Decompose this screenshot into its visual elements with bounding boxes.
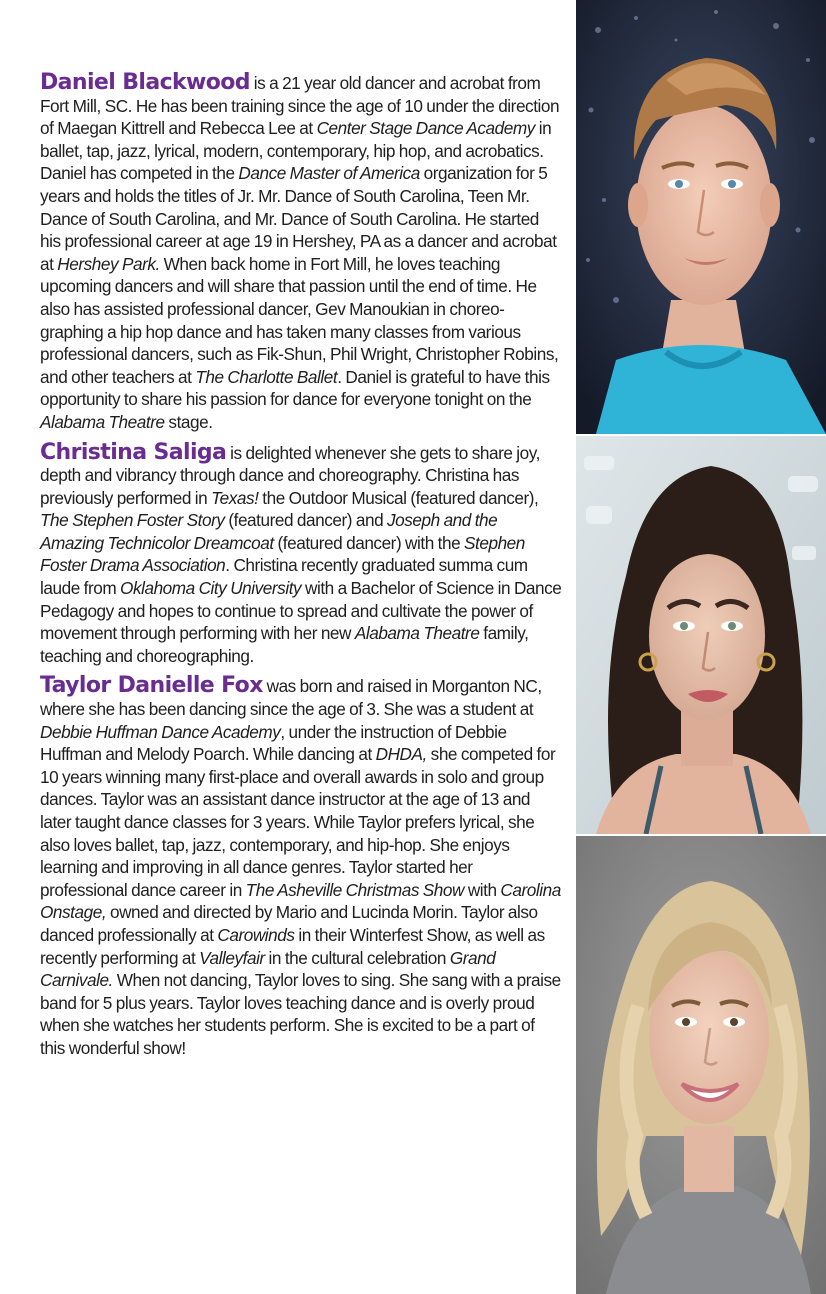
italic-title: Dance Master of America bbox=[238, 163, 420, 184]
italic-title: Carolina Onstage, bbox=[40, 879, 561, 923]
bio-taylor-danielle-fox bbox=[40, 675, 562, 1059]
bio-text-run: was born and raised in Morganton NC, where she has been dancing since the age of 3. She was a student at bbox=[40, 676, 542, 720]
bio-text-run: with a Bachelor of Science in Dance Pedagogy and hopes to continue to spread and cultivate the power of movement through performing with her new bbox=[40, 578, 562, 644]
performer-name: Daniel Blackwood bbox=[40, 70, 250, 95]
italic-title: Alabama Theatre bbox=[354, 623, 480, 644]
bio-text-run: stage. bbox=[164, 411, 213, 432]
bio-text-run: with bbox=[464, 879, 501, 900]
bio-column bbox=[40, 72, 562, 1068]
italic-title: Center Stage Dance Academy bbox=[316, 118, 535, 139]
bio-daniel-blackwood bbox=[40, 72, 562, 434]
performer-name: Christina Saliga bbox=[40, 439, 227, 465]
headshot-daniel-blackwood bbox=[576, 0, 826, 434]
bio-text-run: family, teaching and choreographing. bbox=[40, 623, 529, 666]
italic-title: Alabama Theatre bbox=[40, 411, 165, 432]
bio-text-run: in the cultural celebration bbox=[264, 947, 450, 968]
bio-text-run: she competed for 10 years winning many first-place and overall awards in solo and group dances. Taylor was an assistant dance instructor at the age of 13 and later taught dance classes for 3 years. While Taylor prefers lyrical, she also loves ballet, tap, jazz, contemporary, and hip-hop. She enjoys learning and improving in all dance genres. Taylor started her professional dance career in bbox=[40, 744, 556, 900]
bio-text-run: (featured dancer) and bbox=[224, 510, 388, 531]
italic-title: The Stephen Foster Story bbox=[40, 510, 225, 531]
bio-text-run: the Outdoor Musical (featured dancer), bbox=[258, 487, 539, 508]
bio-text bbox=[40, 443, 561, 666]
bio-text-run: in their Winterfest Show, as well as recently performing at bbox=[40, 924, 545, 968]
italic-title: Debbie Huffman Dance Academy bbox=[40, 721, 281, 742]
bio-text bbox=[40, 73, 559, 432]
italic-title: Joseph and the Amazing Technicolor Dreamcoat bbox=[40, 510, 498, 553]
bio-text-run: When not dancing, Taylor loves to sing. She sang with a praise band for 5 plus years. Taylor loves teaching dance and is overly proud when she watches her students perform. She is excited to be a part of this wonderful show! bbox=[40, 970, 561, 1058]
bio-text-run: When back home in Fort Mill, he loves teaching upcoming dancers and will share that passion until the end of time. He also has assisted professional dancer, Gev Manoukian in choreo-graphing a hip hop dance and has taken many classes from various professional dancers, such as Fik-Shun, Phil Wright, Christopher Robins, and other teachers at bbox=[40, 253, 559, 387]
italic-title: Valleyfair bbox=[199, 947, 265, 968]
italic-title: Stephen Foster Drama Association bbox=[40, 532, 525, 576]
bio-text-run: organization for 5 years and holds the titles of Jr. Mr. Dance of South Carolina, Teen Mr. Dance of South Carolina, and Mr. Dance of South Carolina. He started his professional career at age 19 in Hershey, PA as a dancer and acrobat at bbox=[40, 163, 557, 274]
italic-title: Texas! bbox=[211, 487, 259, 508]
performer-name: Taylor Danielle Fox bbox=[40, 673, 263, 699]
bio-text bbox=[40, 676, 561, 1058]
bio-text-run: in ballet, tap, jazz, lyrical, modern, contemporary, hip hop, and acrobatics. Daniel has competed in the bbox=[40, 118, 552, 184]
bio-text-run: , under the instruction of Debbie Huffman and Melody Poarch. While dancing at bbox=[40, 721, 507, 765]
bio-christina-saliga bbox=[40, 439, 562, 668]
italic-title: Carowinds bbox=[217, 924, 295, 945]
bio-text-run: owned and directed by Mario and Lucinda Morin. Taylor also danced professionally at bbox=[40, 902, 538, 945]
italic-title: The Asheville Christmas Show bbox=[245, 879, 464, 900]
headshot-strip bbox=[576, 0, 826, 1294]
headshot-christina-saliga bbox=[576, 436, 826, 834]
bio-text-run: (featured dancer) with the bbox=[273, 532, 465, 553]
bio-text-run: . Christina recently graduated summa cum laude from bbox=[40, 555, 528, 599]
italic-title: Grand Carnivale. bbox=[40, 947, 496, 991]
italic-title: Hershey Park. bbox=[57, 253, 160, 274]
italic-title: Oklahoma City University bbox=[120, 578, 302, 599]
bio-text-run: is delighted whenever she gets to share joy, depth and vibrancy through dance and choreography. Christina has previously performed in bbox=[40, 442, 540, 508]
italic-title: The Charlotte Ballet bbox=[195, 366, 338, 387]
bio-text-run: is a 21 year old dancer and acrobat from Fort Mill, SC. He has been training since the age of 10 under the direction of Maegan Kittrell and Rebecca Lee at bbox=[40, 73, 560, 139]
bio-text-run: . Daniel is grateful to have this opportunity to share his passion for dance for everyone tonight on the bbox=[40, 366, 550, 410]
headshot-taylor-danielle-fox bbox=[576, 836, 826, 1294]
italic-title: DHDA, bbox=[375, 744, 427, 765]
